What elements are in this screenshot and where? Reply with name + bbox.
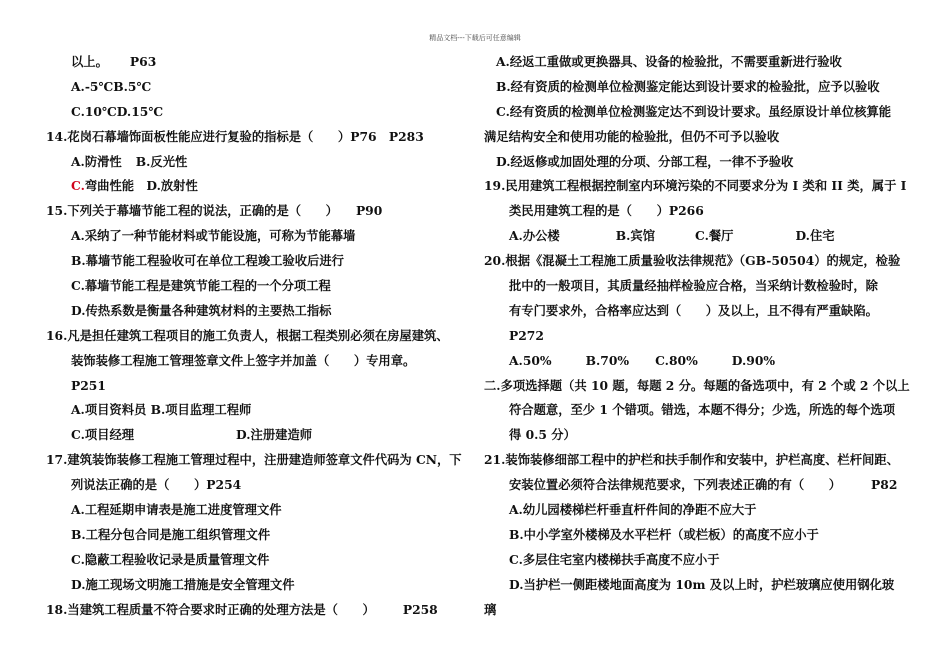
option-line: A.工程延期申请表是施工进度管理文件	[71, 502, 282, 518]
text-line: 符合题意，至少 1 个错项。错选，本题不得分；少选，所选的每个选项	[509, 402, 896, 418]
text-line: 装饰装修工程施工管理签章文件上签字并加盖（ ）专用章。	[71, 352, 416, 368]
question-17: 17.建筑装饰装修工程施工管理过程中，注册建造师签章文件代码为 CN，下	[46, 452, 462, 468]
question-14: 14.花岗石幕墙饰面板性能应进行复验的指标是（ ）P76 P283	[46, 128, 424, 144]
option-line: A.办公楼 B.宾馆 C.餐厅 D.住宅	[509, 228, 835, 244]
right-column	[484, 50, 914, 622]
text-line: 以上。 P63	[71, 54, 157, 69]
option-line: C.10℃D.15℃	[71, 103, 164, 119]
option-line: C.隐蔽工程验收记录是质量管理文件	[71, 551, 270, 567]
option-line: B.中小学室外楼梯及水平栏杆（或栏板）的高度不应小于	[509, 526, 819, 542]
text-line: 安装位置必须符合法律规范要求，下列表述正确的有（ ） P82	[509, 477, 898, 493]
option-line: A.防滑性 B.反光性	[71, 153, 188, 169]
option-line: C.多层住宅室内楼梯扶手高度不应小于	[509, 551, 720, 567]
option-line: D.传热系数是衡量各种建筑材料的主要热工指标	[71, 302, 332, 318]
question-19: 19.民用建筑工程根据控制室内环境污染的不同要求分为 I 类和 II 类，属于 I	[484, 178, 907, 194]
question-16: 16.凡是担任建筑工程项目的施工负责人，根据工程类别必须在房屋建筑、	[46, 327, 449, 343]
question-18: 18.当建筑工程质量不符合要求时正确的处理方法是（ ） P258	[46, 601, 438, 617]
option-line: C.项目经理 D.注册建造师	[71, 427, 313, 443]
text-line: 列说法正确的是（ ）P254	[71, 477, 242, 493]
option-line: A.幼儿园楼梯栏杆垂直杆件间的净距不应大于	[509, 502, 757, 518]
option-line: D.当护栏一侧距楼地面高度为 10m 及以上时，护栏玻璃应使用钢化玻	[509, 576, 895, 592]
option-line: B.幕墙节能工程验收可在单位工程竣工验收后进行	[71, 253, 344, 269]
option-line: A.采纳了一种节能材料或节能设施，可称为节能幕墙	[71, 228, 356, 244]
option-line: D.施工现场文明施工措施是安全管理文件	[71, 576, 295, 592]
option-line: A.50% B.70% C.80% D.90%	[509, 352, 776, 368]
option-line: C.幕墙节能工程是建筑节能工程的一个分项工程	[71, 278, 331, 294]
left-column	[46, 50, 476, 622]
page-header: 精品文档---下载后可任意编辑	[429, 34, 521, 42]
answer-marker: C.	[71, 178, 85, 194]
text-line: 得 0.5 分）	[509, 427, 576, 443]
option-line: C.经有资质的检测单位检测鉴定达不到设计要求。虽经原设计单位核算能	[496, 103, 892, 119]
question-20: 20.根据《混凝土工程施工质量验收法律规范》（GB-50504）的规定，检验	[484, 253, 901, 269]
page-ref: P272	[509, 327, 544, 343]
question-21: 21.装饰装修细部工程中的护栏和扶手制作和安装中，护栏高度、栏杆间距、	[484, 452, 899, 468]
page-ref: P251	[71, 377, 106, 393]
option-line: D.经返修或加固处理的分项、分部工程，一律不予验收	[496, 153, 794, 169]
option-line: A.经返工重做或更换器具、设备的检验批，不需要重新进行验收	[496, 54, 842, 69]
text-line: 璃	[484, 601, 497, 617]
option-line: B.工程分包合同是施工组织管理文件	[71, 526, 271, 542]
option-line: C.弯曲性能 D.放射性	[71, 178, 198, 194]
option-line: B.经有资质的检测单位检测鉴定能达到设计要求的检验批，应予以验收	[496, 78, 880, 94]
text-line: 类民用建筑工程的是（ ）P266	[509, 203, 704, 219]
text-line: 有专门要求外，合格率应达到（ ）及以上，且不得有严重缺陷。	[509, 302, 878, 318]
text-line: 批中的一般项目，其质量经抽样检验应合格，当采纳计数检验时，除	[509, 278, 878, 294]
option-line: A.项目资料员 B.项目监理工程师	[71, 402, 252, 418]
section-heading: 二.多项选择题（共 10 题，每题 2 分。每题的备选项中，有 2 个或 2 个以上	[484, 377, 910, 393]
option-line: A.-5℃B.5℃	[71, 78, 152, 94]
question-15: 15.下列关于幕墙节能工程的说法，正确的是（ ） P90	[46, 203, 383, 219]
text-line: 满足结构安全和使用功能的检验批，但仍不可予以验收	[484, 128, 780, 144]
